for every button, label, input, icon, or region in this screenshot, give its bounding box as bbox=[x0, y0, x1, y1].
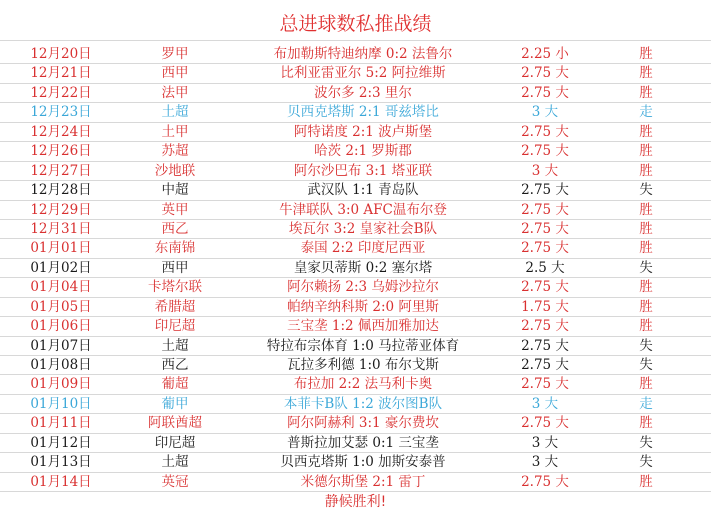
match-cell: 阿尔沙巴布 3:1 塔亚联 bbox=[293, 162, 433, 179]
table-row bbox=[0, 375, 711, 394]
match-cell: 本菲卡B队 1:2 波尔图B队 bbox=[283, 395, 443, 412]
league-cell: 西乙 bbox=[161, 357, 189, 373]
match-cell: 牛津联队 3:0 AFC温布尔登 bbox=[279, 201, 447, 218]
league-cell: 法甲 bbox=[161, 84, 189, 101]
match-cell: 米德尔斯堡 2:1 雷丁 bbox=[300, 473, 426, 490]
league-cell: 葡甲 bbox=[161, 395, 189, 412]
table-row bbox=[0, 142, 711, 161]
date-cell: 01月13日 bbox=[30, 454, 92, 471]
footer-text: 静候胜利! bbox=[324, 494, 387, 511]
result-cell: 胜 bbox=[639, 376, 653, 393]
line-cell: 3 大 bbox=[531, 434, 559, 451]
league-cell: 西甲 bbox=[161, 259, 189, 276]
league-cell: 土超 bbox=[161, 454, 189, 471]
table-row bbox=[0, 201, 711, 220]
result-cell: 失 bbox=[639, 434, 653, 451]
date-cell: 12月28日 bbox=[30, 182, 92, 199]
result-cell: 胜 bbox=[639, 65, 653, 82]
table-row bbox=[0, 45, 711, 64]
line-cell: 2.75 大 bbox=[521, 65, 569, 82]
league-cell: 阿联酋超 bbox=[148, 415, 202, 432]
line-cell: 3 大 bbox=[531, 454, 559, 471]
match-cell: 三宝垄 1:2 佩西加雅加达 bbox=[287, 318, 439, 335]
line-cell: 2.75 大 bbox=[521, 240, 569, 257]
date-cell: 01月01日 bbox=[30, 240, 92, 257]
result-cell: 胜 bbox=[639, 318, 653, 335]
line-cell: 1.75 大 bbox=[521, 298, 569, 315]
league-cell: 中超 bbox=[161, 182, 189, 199]
table-row bbox=[0, 453, 711, 472]
date-cell: 01月12日 bbox=[30, 434, 92, 451]
line-cell: 2.75 大 bbox=[521, 318, 569, 335]
result-cell: 胜 bbox=[639, 240, 653, 257]
record-table bbox=[0, 45, 711, 514]
date-cell: 12月26日 bbox=[30, 143, 92, 160]
table-row bbox=[0, 395, 711, 414]
line-cell: 2.75 大 bbox=[521, 415, 569, 432]
match-cell: 瓦拉多利德 1:0 布尔戈斯 bbox=[287, 357, 439, 373]
league-cell: 土甲 bbox=[161, 123, 189, 140]
table-row bbox=[0, 298, 711, 317]
line-cell: 2.75 大 bbox=[521, 279, 569, 296]
date-cell: 01月02日 bbox=[30, 259, 92, 276]
table-row bbox=[0, 162, 711, 181]
league-cell: 沙地联 bbox=[154, 162, 196, 179]
page-title: 总进球数私推战绩 bbox=[0, 0, 711, 41]
result-cell: 失 bbox=[639, 259, 653, 276]
line-cell: 3 大 bbox=[531, 104, 559, 121]
result-cell: 失 bbox=[639, 337, 653, 354]
result-cell: 胜 bbox=[639, 473, 653, 490]
table-row bbox=[0, 356, 711, 375]
result-cell: 走 bbox=[639, 104, 653, 121]
table-row bbox=[0, 434, 711, 453]
table-row bbox=[0, 220, 711, 239]
result-cell: 失 bbox=[639, 182, 653, 199]
date-cell: 01月09日 bbox=[30, 376, 92, 393]
table-row bbox=[0, 278, 711, 297]
league-cell: 苏超 bbox=[161, 143, 189, 160]
result-cell: 走 bbox=[639, 395, 653, 412]
line-cell: 2.75 大 bbox=[521, 143, 569, 160]
league-cell: 卡塔尔联 bbox=[148, 279, 202, 296]
match-cell: 皇家贝蒂斯 0:2 塞尔塔 bbox=[293, 259, 433, 276]
line-cell: 2.75 大 bbox=[521, 123, 569, 140]
league-cell: 英甲 bbox=[161, 201, 189, 218]
table-row bbox=[0, 181, 711, 200]
match-cell: 武汉队 1:1 青岛队 bbox=[307, 182, 419, 199]
match-cell: 埃瓦尔 3:2 皇家社会B队 bbox=[288, 220, 438, 237]
table-row bbox=[0, 84, 711, 103]
line-cell: 2.75 大 bbox=[521, 473, 569, 490]
date-cell: 01月08日 bbox=[30, 357, 92, 373]
league-cell: 印尼超 bbox=[154, 318, 196, 335]
result-cell: 胜 bbox=[639, 123, 653, 140]
league-cell: 西乙 bbox=[161, 220, 189, 237]
result-cell: 失 bbox=[639, 454, 653, 471]
line-cell: 2.5 大 bbox=[525, 259, 565, 276]
table-row bbox=[0, 414, 711, 433]
date-cell: 12月21日 bbox=[30, 65, 92, 82]
result-cell: 胜 bbox=[639, 162, 653, 179]
league-cell: 西甲 bbox=[161, 65, 189, 82]
match-cell: 布加勒斯特迪纳摩 0:2 法鲁尔 bbox=[273, 46, 453, 62]
league-cell: 东南锦 bbox=[154, 240, 196, 257]
line-cell: 3 大 bbox=[531, 162, 559, 179]
league-cell: 印尼超 bbox=[154, 434, 196, 451]
line-cell: 2.75 大 bbox=[521, 337, 569, 354]
table-row bbox=[0, 473, 711, 492]
match-cell: 比利亚雷亚尔 5:2 阿拉维斯 bbox=[280, 65, 446, 82]
match-cell: 阿尔赖扬 2:3 乌姆沙拉尔 bbox=[287, 279, 439, 296]
line-cell: 2.75 大 bbox=[521, 357, 569, 373]
match-cell: 贝西克塔斯 1:0 加斯安泰普 bbox=[280, 454, 446, 471]
date-cell: 01月06日 bbox=[30, 318, 92, 335]
date-cell: 01月10日 bbox=[30, 395, 92, 412]
match-cell: 贝西克塔斯 2:1 哥兹塔比 bbox=[287, 104, 439, 121]
league-cell: 土超 bbox=[161, 337, 189, 354]
line-cell: 2.75 大 bbox=[521, 376, 569, 393]
match-cell: 阿尔阿赫利 3:1 豪尔费坎 bbox=[287, 415, 439, 432]
match-cell: 泰国 2:2 印度尼西亚 bbox=[300, 240, 426, 257]
date-cell: 12月27日 bbox=[30, 162, 92, 179]
result-cell: 胜 bbox=[639, 84, 653, 101]
league-cell: 土超 bbox=[161, 104, 189, 121]
line-cell: 2.75 大 bbox=[521, 201, 569, 218]
date-cell: 12月20日 bbox=[30, 46, 92, 62]
table-row bbox=[0, 123, 711, 142]
date-cell: 01月05日 bbox=[30, 298, 92, 315]
result-cell: 失 bbox=[639, 357, 653, 373]
result-cell: 胜 bbox=[639, 279, 653, 296]
match-cell: 布拉加 2:2 法马利卡奥 bbox=[293, 376, 433, 393]
result-cell: 胜 bbox=[639, 201, 653, 218]
line-cell: 2.75 大 bbox=[521, 182, 569, 199]
match-cell: 普斯拉加艾瑟 0:1 三宝垄 bbox=[287, 434, 439, 451]
table-row bbox=[0, 64, 711, 83]
date-cell: 12月23日 bbox=[30, 104, 92, 121]
line-cell: 2.25 小 bbox=[521, 46, 569, 62]
date-cell: 01月11日 bbox=[30, 415, 92, 432]
result-cell: 胜 bbox=[639, 143, 653, 160]
date-cell: 12月29日 bbox=[30, 201, 92, 218]
date-cell: 01月14日 bbox=[30, 473, 92, 490]
date-cell: 01月04日 bbox=[30, 279, 92, 296]
line-cell: 2.75 大 bbox=[521, 220, 569, 237]
table-row bbox=[0, 239, 711, 258]
table-row bbox=[0, 337, 711, 356]
league-cell: 希腊超 bbox=[154, 298, 196, 315]
line-cell: 2.75 大 bbox=[521, 84, 569, 101]
league-cell: 罗甲 bbox=[161, 46, 189, 62]
match-cell: 阿特诺度 2:1 波卢斯堡 bbox=[293, 123, 433, 140]
match-cell: 特拉布宗体育 1:0 马拉蒂亚体育 bbox=[266, 337, 460, 354]
date-cell: 01月07日 bbox=[30, 337, 92, 354]
table-row bbox=[0, 317, 711, 336]
table-row bbox=[0, 259, 711, 278]
table-row bbox=[0, 103, 711, 122]
match-cell: 哈茨 2:1 罗斯郡 bbox=[314, 143, 412, 160]
result-cell: 胜 bbox=[639, 220, 653, 237]
league-cell: 葡超 bbox=[161, 376, 189, 393]
match-cell: 帕纳辛纳科斯 2:0 阿里斯 bbox=[287, 298, 439, 315]
date-cell: 12月22日 bbox=[30, 84, 92, 101]
date-cell: 12月31日 bbox=[30, 220, 92, 237]
result-cell: 胜 bbox=[639, 298, 653, 315]
line-cell: 3 大 bbox=[531, 395, 559, 412]
match-cell: 波尔多 2:3 里尔 bbox=[314, 84, 412, 101]
league-cell: 英冠 bbox=[161, 473, 189, 490]
result-cell: 胜 bbox=[639, 415, 653, 432]
date-cell: 12月24日 bbox=[30, 123, 92, 140]
result-cell: 胜 bbox=[639, 46, 653, 62]
